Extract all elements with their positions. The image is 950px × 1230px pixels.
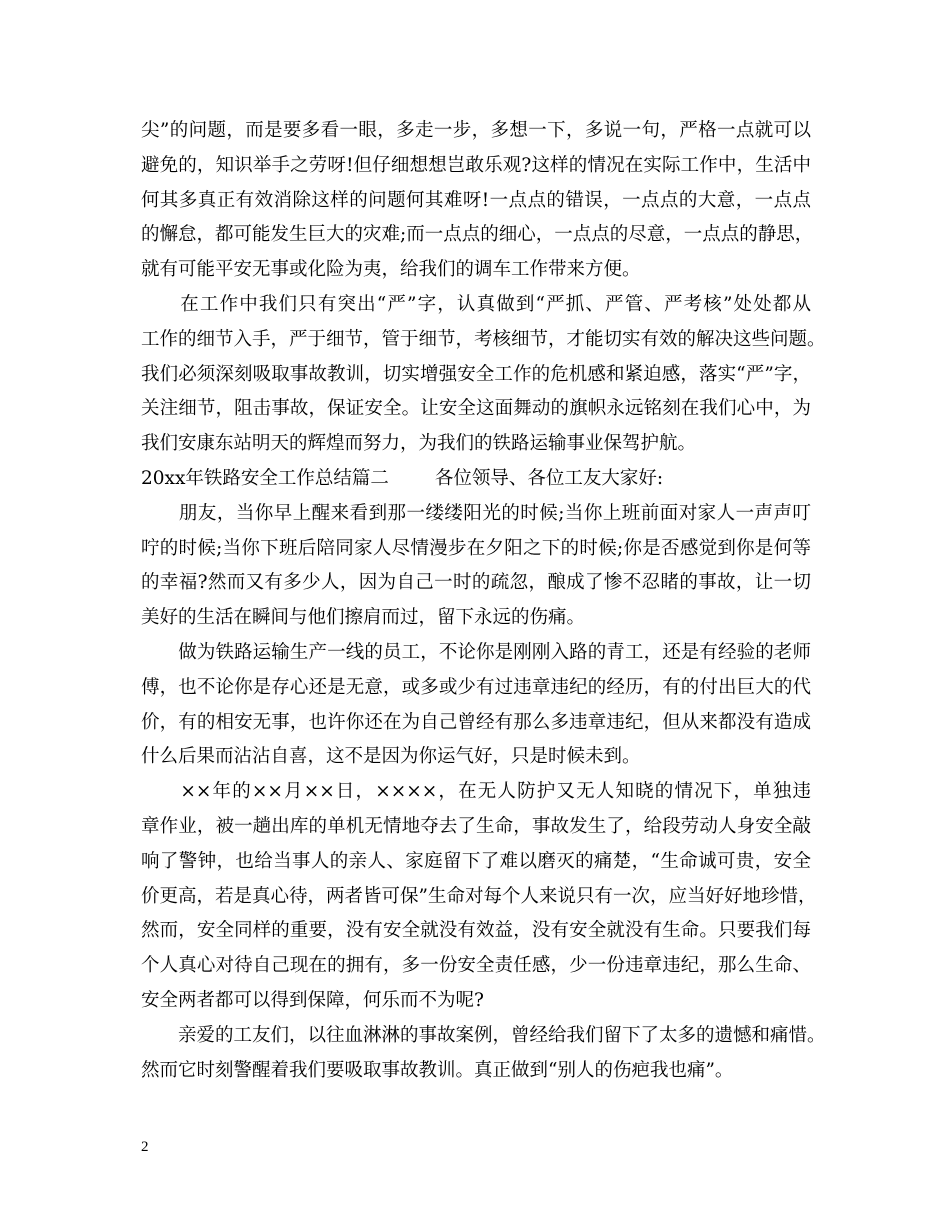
text-line: [141, 636, 811, 671]
text-line: [141, 949, 811, 984]
text-line: [141, 1019, 826, 1054]
text-line-content: 价更高，若是真心待，两者皆可保”生命对每个人来说只有一次，应当好好地珍惜，: [141, 885, 817, 907]
text-line-content: 何其多真正有效消除这样的问题何其难呀!一点点的错误，一点点的大意，一点点: [141, 189, 811, 211]
text-line: [141, 566, 811, 601]
text-line-content: 亲爱的工友们，以往血淋淋的事故案例，曾经给我们留下了太多的遗憾和痛惜。: [141, 1024, 826, 1046]
text-line: [141, 427, 811, 462]
text-line-content: 我们必须深刻吸取事故教训，切实增强安全工作的危机感和紧迫感，落实“严”字，: [141, 363, 811, 385]
text-line: [141, 984, 811, 1019]
text-line: [141, 775, 811, 810]
text-line-content: 20xx年铁路安全工作总结篇二: [141, 467, 389, 489]
text-line: [141, 462, 811, 497]
text-line-content: 个人真心对待自己现在的拥有，多一份安全责任感，少一份违章违纪，那么生命、: [141, 955, 811, 977]
text-line: [141, 914, 811, 949]
text-line-content: 就有可能平安无事或化险为夷，给我们的调车工作带来方便。: [141, 259, 641, 281]
salutation-text: 各位领导、各位工友大家好:: [434, 467, 664, 489]
text-line-content: 然而，安全同样的重要，没有安全就没有效益，没有安全就没有生命。只要我们每: [141, 920, 811, 942]
text-line-content: 安全两者都可以得到保障，何乐而不为呢?: [141, 989, 484, 1011]
text-line: [141, 532, 811, 567]
text-line: [141, 880, 817, 915]
text-line-content: 的懈怠，都可能发生巨大的灾难;而一点点的细心，一点点的尽意，一点点的静思，: [141, 224, 814, 246]
text-line: [141, 740, 811, 775]
text-line-content: 关注细节，阻击事故，保证安全。让安全这面舞动的旗帜永远铭刻在我们心中，为: [141, 398, 811, 420]
text-line: [141, 392, 811, 427]
text-line-content: 朋友，当你早上醒来看到那一缕缕阳光的时候;当你上班前面对家人一声声叮: [141, 502, 811, 524]
text-line-content: 咛的时候;当你下班后陪同家人尽情漫步在夕阳之下的时候;你是否感觉到你是何等: [141, 537, 811, 559]
text-line-content: 章作业，被一趟出库的单机无情地夺去了生命，事故发生了，给段劳动人身安全敲: [141, 815, 811, 837]
text-line: [141, 845, 811, 880]
text-line-content: 做为铁路运输生产一线的员工，不论你是刚刚入路的青工，还是有经验的老师: [141, 641, 811, 663]
text-line-content: 什么后果而沾沾自喜，这不是因为你运气好，只是时候未到。: [141, 746, 641, 768]
text-line: [141, 184, 811, 219]
text-line: [141, 114, 811, 149]
text-line: [141, 497, 811, 532]
body-text: [141, 114, 826, 1088]
text-line-content: 美好的生活在瞬间与他们擦肩而过，留下永远的伤痛。: [141, 607, 586, 629]
text-line-content: ××年的××月××日，××××，在无人防护又无人知晓的情况下，单独违: [141, 781, 811, 803]
text-line: [141, 810, 811, 845]
text-line: [141, 218, 814, 253]
text-line: [141, 323, 826, 358]
text-line-content: 的幸福?然而又有多少人，因为自己一时的疏忽，酿成了惨不忍睹的事故，让一切: [141, 572, 811, 594]
text-line: [141, 671, 811, 706]
text-line-content: 工作的细节入手，严于细节，管于细节，考核细节，才能切实有效的解决这些问题。: [141, 328, 826, 350]
text-line-content: 响了警钟，也给当事人的亲人、家庭留下了难以磨灭的痛楚，“生命诚可贵，安全: [141, 850, 811, 872]
text-line-content: 在工作中我们只有突出“严”字，认真做到“严抓、严管、严考核”处处都从: [141, 293, 811, 315]
text-line-content: 尖”的问题，而是要多看一眼，多走一步，多想一下，多说一句，严格一点就可以: [141, 120, 811, 141]
text-line: [141, 253, 811, 288]
text-line: [141, 149, 811, 184]
text-line-content: 我们安康东站明天的辉煌而努力，为我们的铁路运输事业保驾护航。: [141, 433, 697, 455]
text-line: [141, 358, 811, 393]
page-number: 2: [141, 1139, 149, 1155]
text-line: [141, 288, 811, 323]
text-line: [141, 706, 811, 741]
text-line-content: 避免的，知识举手之劳呀!但仔细想想岂敢乐观?这样的情况在实际工作中，生活中: [141, 154, 811, 176]
text-line: [141, 1054, 811, 1089]
text-line: [141, 601, 811, 636]
text-line-content: 傅，也不论你是存心还是无意，或多或少有过违章违纪的经历，有的付出巨大的代: [141, 676, 811, 698]
text-line-content: 然而它时刻警醒着我们要吸取事故教训。真正做到“别人的伤疤我也痛”。: [141, 1059, 734, 1081]
text-line-content: 价，有的相安无事，也许你还在为自己曾经有那么多违章违纪，但从来都没有造成: [141, 711, 811, 733]
